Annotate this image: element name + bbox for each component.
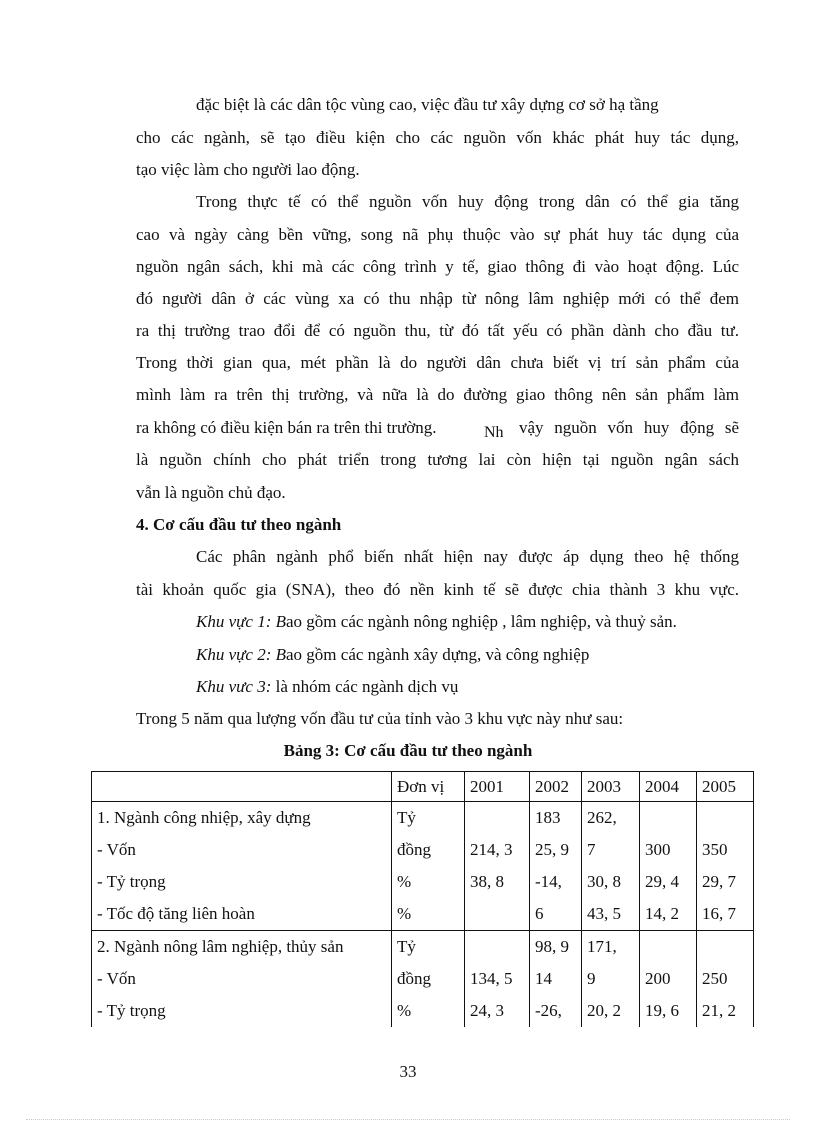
group2-2002: 98, 9 14 -26, bbox=[530, 931, 582, 1028]
section-heading: 4. Cơ cấu đầu tư theo ngành bbox=[136, 515, 342, 534]
header-2002: 2002 bbox=[530, 772, 582, 802]
group2-labels: 2. Ngành nông lâm nghiệp, thủy sản - Vốn - Tỷ trọng bbox=[92, 931, 392, 1028]
region-1-text: ao gồm các ngành nông nghiệp , lâm nghiệp, và thuỷ sản. bbox=[286, 612, 677, 631]
group1-units: Tỷ đồng % % bbox=[392, 802, 465, 931]
region-3 bbox=[196, 677, 458, 697]
group1-2001: 214, 3 38, 8 bbox=[465, 802, 530, 931]
table-row bbox=[92, 931, 754, 1028]
para2-line-1: Trong thực tế có thể nguồn vốn huy động trong dân có thể gia tăng bbox=[196, 192, 739, 211]
para2-line-5: ra thị trường trao đổi để có nguồn thu, từ đó tất yếu có phần dành cho đầu tư. bbox=[136, 321, 739, 340]
group1-labels: 1. Ngành công nhiệp, xây dựng - Vốn - Tỷ trọng - Tốc độ tăng liên hoàn bbox=[92, 802, 392, 931]
para1-line-1: đặc biệt là các dân tộc vùng cao, việc đầu tư xây dựng cơ sở hạ tầng bbox=[196, 95, 659, 114]
region-3-label: Khu vưc 3: bbox=[196, 677, 272, 696]
para1-line-3: tạo việc làm cho người lao động. bbox=[136, 160, 360, 179]
group2-2004: 200 19, 6 bbox=[640, 931, 697, 1028]
group2-2001: 134, 5 24, 3 bbox=[465, 931, 530, 1028]
header-empty-cell bbox=[92, 772, 392, 802]
table-row bbox=[92, 802, 754, 931]
para1-line-2: cho các ngành, sẽ tạo điều kiện cho các nguồn vốn khác phát huy tác dụng, bbox=[136, 128, 739, 147]
group2-2005: 250 21, 2 bbox=[697, 931, 754, 1028]
para2-line-9: là nguồn chính cho phát triển trong tương lai còn hiện tại nguồn ngân sách bbox=[136, 450, 739, 469]
para2-line-8b: vậy nguồn vốn huy động sẽ bbox=[519, 418, 739, 437]
page-bottom-divider bbox=[26, 1119, 790, 1120]
section-intro-line-2: tài khoản quốc gia (SNA), theo đó nền kinh tế sẽ được chia thành 3 khu vực. bbox=[136, 580, 739, 599]
para2-line-10: vẫn là nguồn chủ đạo. bbox=[136, 483, 286, 502]
section-intro-line-1: Các phân ngành phổ biến nhất hiện nay được áp dụng theo hệ thống bbox=[196, 547, 739, 566]
region-2-text: ao gồm các ngành xây dựng, và công nghiệp bbox=[286, 645, 590, 664]
region-1 bbox=[196, 612, 677, 632]
table-caption: Bảng 3: Cơ cấu đầu tư theo ngành bbox=[283, 741, 533, 760]
header-2003: 2003 bbox=[582, 772, 640, 802]
para2-line-6: Trong thời gian qua, mét phần là do người dân chưa biết vị trí sản phẩm của bbox=[136, 353, 739, 372]
para2-line-2: cao và ngày càng bền vững, song nã phụ thuộc vào sự phát huy tác dụng của bbox=[136, 225, 739, 244]
region-2 bbox=[196, 645, 589, 665]
para2-line-7: mình làm ra trên thị trường, và nữa là do đường giao thông nên sản phẩm làm bbox=[136, 385, 739, 404]
region-2-label: Khu vực 2: B bbox=[196, 645, 286, 664]
para2-line-4: đó người dân ở các vùng xa có thu nhập từ nông lâm nghiệp mới có thể đem bbox=[136, 289, 739, 308]
header-unit: Đơn vị bbox=[392, 772, 465, 802]
table-lead-sentence: Trong 5 năm qua lượng vốn đầu tư của tỉnh vào 3 khu vực này như sau: bbox=[136, 709, 624, 728]
region-1-label: Khu vực 1: B bbox=[196, 612, 286, 631]
region-3-text: là nhóm các ngành dịch vụ bbox=[271, 677, 459, 696]
group1-2003: 262, 7 30, 8 43, 5 bbox=[582, 802, 640, 931]
group2-2003: 171, 9 20, 2 bbox=[582, 931, 640, 1028]
group1-2004: 300 29, 4 14, 2 bbox=[640, 802, 697, 931]
header-2001: 2001 bbox=[465, 772, 530, 802]
group1-2002: 183 25, 9 -14, 6 bbox=[530, 802, 582, 931]
group1-2005: 350 29, 7 16, 7 bbox=[697, 802, 754, 931]
para2-line-8a: ra không có điều kiện bán ra trên thi trường. bbox=[136, 418, 437, 437]
header-2005: 2005 bbox=[697, 772, 754, 802]
page-number: 33 bbox=[399, 1062, 417, 1081]
header-2004: 2004 bbox=[640, 772, 697, 802]
para2-line-3: nguồn ngân sách, khi mà các công trình y tế, giao thông đi vào hoạt động. Lúc bbox=[136, 257, 739, 276]
para2-fragment-nh: Nh bbox=[484, 424, 504, 441]
group2-units: Tỷ đồng % bbox=[392, 931, 465, 1028]
investment-structure-table bbox=[91, 771, 754, 1027]
table-header-row bbox=[92, 772, 754, 802]
